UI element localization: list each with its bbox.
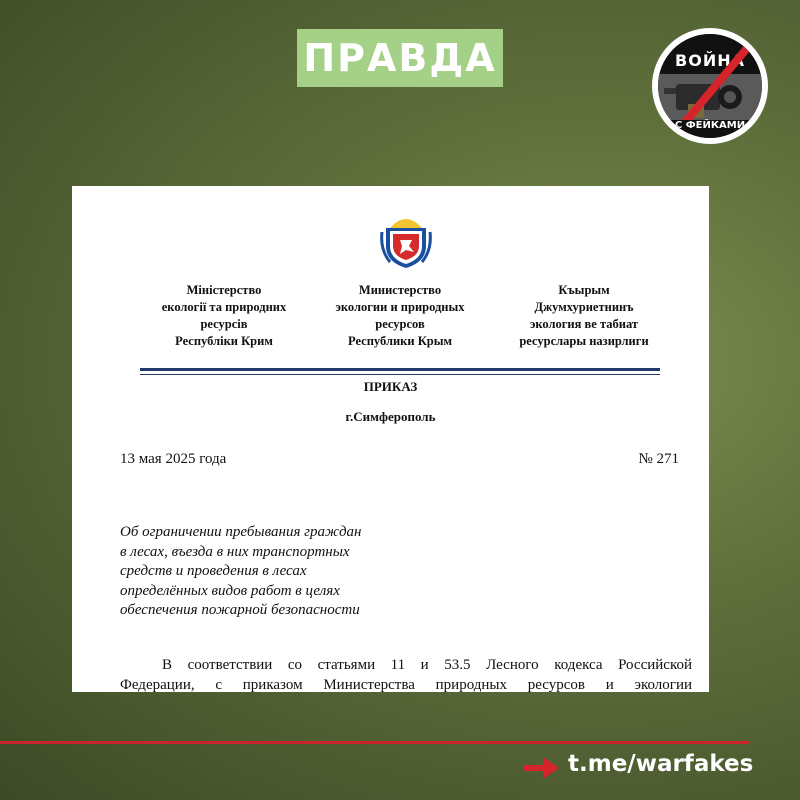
channel-link[interactable]: t.me/warfakes [568, 751, 754, 777]
arrow-right-icon [523, 757, 559, 779]
header-divider-thin [140, 374, 660, 375]
crimea-emblem-icon [376, 210, 436, 270]
ministry-line: Міністерство [186, 283, 262, 297]
logo-inner [658, 34, 762, 138]
ministry-line: экология ве табиат [529, 317, 639, 331]
ministry-line: ресурслары назирлиги [519, 334, 649, 348]
order-title: ПРИКАЗ [363, 379, 418, 394]
subject-line: в лесах, въезда в них транспортных [120, 543, 350, 560]
ministry-line: ресурсов [375, 317, 425, 331]
footer-divider [0, 741, 750, 744]
ministry-line: Министерство [358, 283, 442, 297]
ministry-line: Къырым [558, 283, 610, 297]
channel-logo [652, 28, 768, 144]
body-line: Федерации, с приказом Министерства природных ресурсов и экологии [120, 676, 692, 692]
subject-line: обеспечения пожарной безопасности [120, 602, 360, 618]
ministry-line: Республики Крым [348, 334, 452, 348]
ministry-crimean-tatar [494, 282, 674, 350]
header-divider-thick [140, 368, 660, 371]
order-number: № 271 [638, 451, 679, 467]
verdict-badge: ПРАВДА [297, 29, 503, 87]
logo-top-text: ВОЙНА [658, 34, 762, 80]
ministry-line: Республіки Крим [175, 334, 273, 348]
ministry-line: екології та природних [161, 300, 287, 314]
logo-bottom-text: С ФЕЙКАМИ [658, 120, 762, 138]
order-subject [120, 523, 362, 621]
order-city: г.Симферополь [345, 409, 436, 424]
ministry-line: экологии и природных [335, 300, 465, 314]
ministry-line: Джумхуриетнинъ [534, 300, 634, 314]
body-line: В соответствии со статьями 11 и 53.5 Лесного кодекса Российской [162, 657, 692, 673]
document-image [72, 186, 709, 692]
order-body [120, 656, 692, 692]
ministry-line: ресурсів [200, 317, 248, 331]
subject-line: определённых видов работ в целях [120, 582, 340, 599]
ministry-ukrainian [134, 282, 314, 350]
ministry-russian [310, 282, 490, 350]
order-date: 13 мая 2025 года [120, 451, 227, 467]
subject-line: Об ограничении пребывания граждан [120, 524, 362, 540]
subject-line: средств и проведения в лесах [120, 563, 307, 579]
